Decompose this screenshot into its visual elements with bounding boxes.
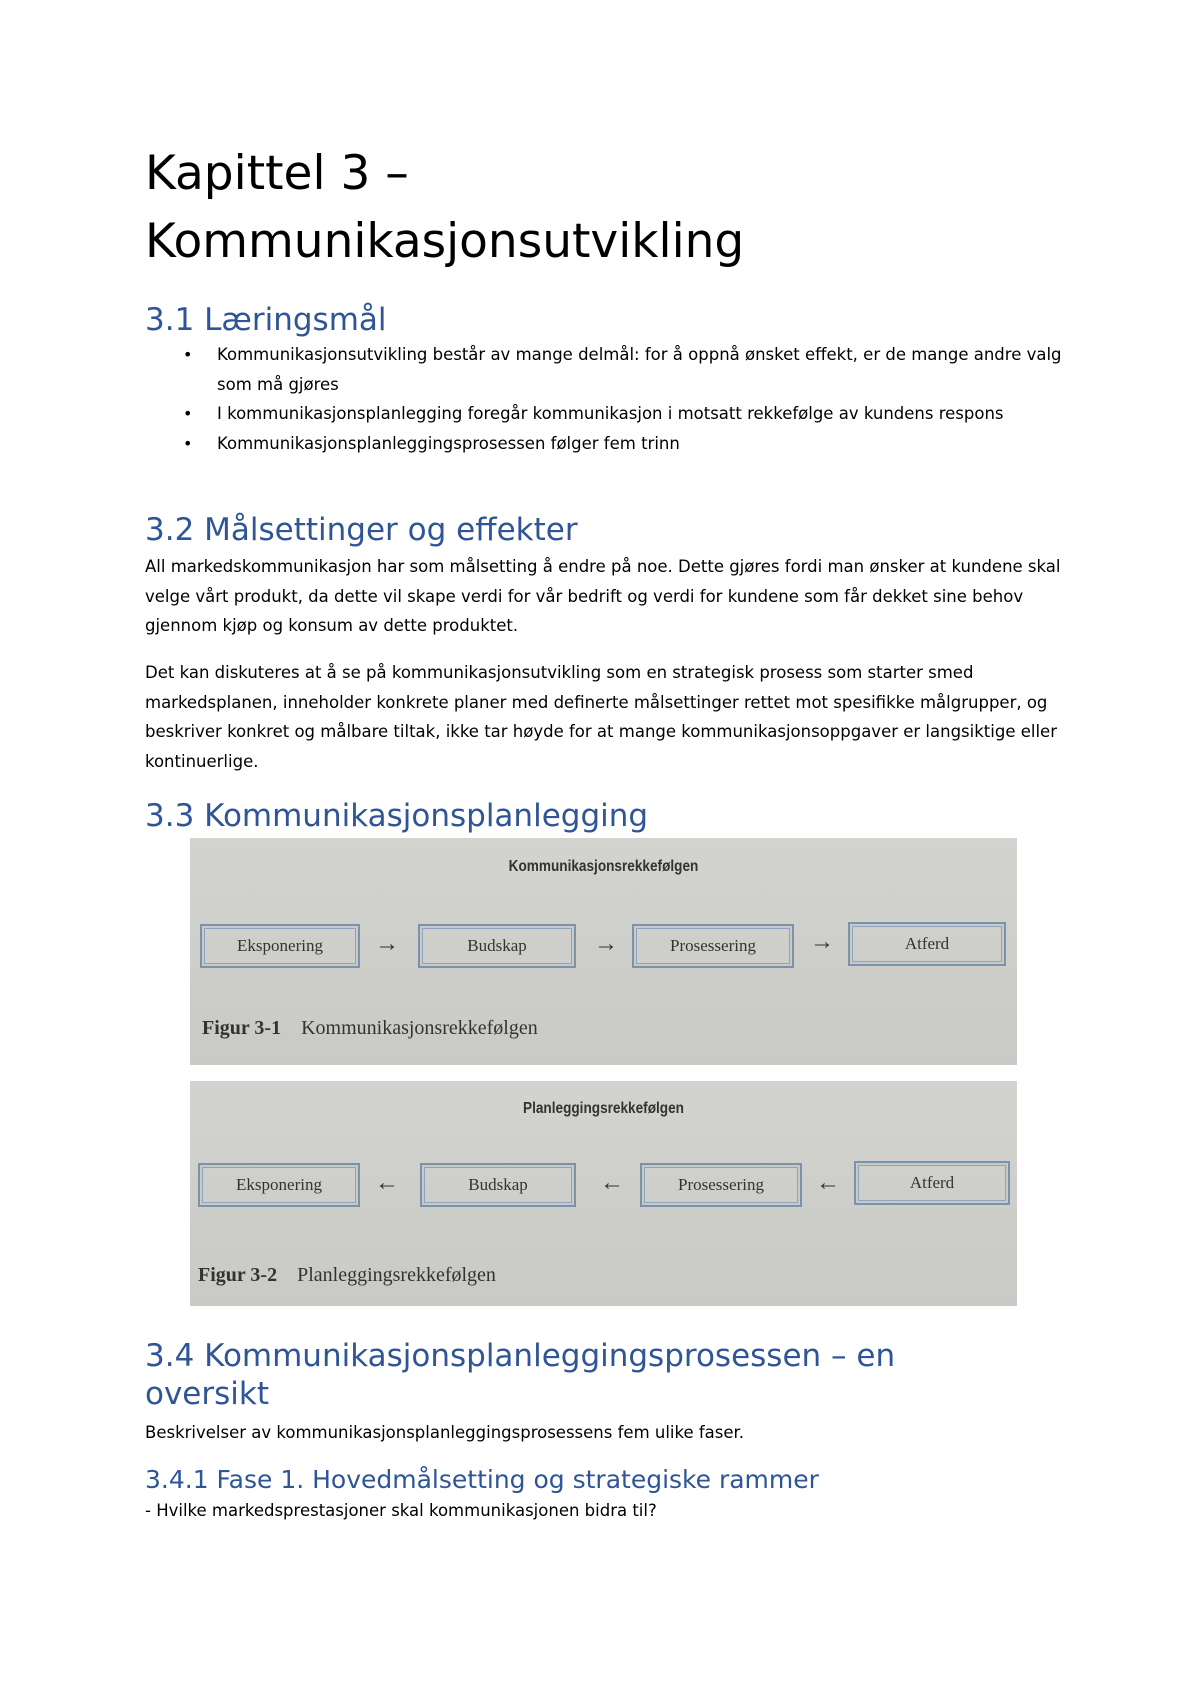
chapter-title-line2: Kommunikasjonsutvikling [145,214,745,269]
figure-caption-label: Figur 3-1 [202,1017,282,1039]
chapter-title-line1: Kapittel 3 – [145,146,409,201]
figure-caption [202,1017,538,1040]
section-3-2-paragraph-1: All markedskommunikasjon har som målsetting å endre på noe. Dette gjøres fordi man ønsker at kundene skal velge vårt produkt, da dette vil skape verdi for vår bedrift og verdi for kundene som får dekket sine behov gjennom kjøp og konsum av dette produktet. [145,557,1061,635]
list-item: • Kommunikasjonsplanleggingsprosessen følger fem trinn [145,429,1065,459]
flow-box-budskap: Budskap [418,924,576,968]
flow-box-prosessering: Prosessering [640,1163,802,1207]
section-3-4-heading: 3.4 Kommunikasjonsplanleggingsprosessen – en oversikt [145,1338,896,1412]
section-3-4-paragraph: Beskrivelser av kommunikasjonsplanleggingsprosessens fem ulike faser. [145,1423,745,1442]
section-3-4-1-heading: 3.4.1 Fase 1. Hovedmålsetting og strategiske rammer [145,1465,819,1494]
bullet-icon: • [183,345,193,364]
flow-box-eksponering: Eksponering [200,924,360,968]
arrow-left-icon: ← [816,1170,840,1196]
section-3-4-1-paragraph: - Hvilke markedsprestasjoner skal kommunikasjonen bidra til? [145,1501,657,1520]
figure-3-2-image [190,1081,1017,1306]
section-3-2-paragraph-2: Det kan diskuteres at å se på kommunikasjonsutvikling som en strategisk prosess som starter smed markedsplanen, inneholder konkrete planer med definerte målsettinger rettet mot spesifikke målgrupper, og beskriver konkret og målbare tiltak, ikke tar høyde for at mange kommunikasjonsoppgaver er langsiktige eller kontinuerlige. [145,663,1057,771]
figure-title: Kommunikasjonsrekkefølgen [508,858,699,875]
learning-goals-list [145,340,1065,458]
section-3-1-heading: 3.1 Læringsmål [145,302,387,338]
arrow-left-icon: ← [600,1170,624,1196]
chapter-title [145,140,744,276]
figure-3-1-image [190,838,1017,1065]
section-3-3-heading: 3.3 Kommunikasjonsplanlegging [145,798,649,834]
arrow-right-icon: → [375,931,399,957]
figure-caption [198,1264,496,1287]
figure-caption-text: Planleggingsrekkefølgen [297,1264,496,1286]
flow-box-eksponering: Eksponering [198,1163,360,1207]
section-3-2-heading: 3.2 Målsettinger og effekter [145,512,578,548]
bullet-icon: • [183,433,193,453]
flow-box-budskap: Budskap [420,1163,576,1207]
flow-box-prosessering: Prosessering [632,924,794,968]
figure-title: Planleggingsrekkefølgen [523,1100,684,1117]
flow-box-atferd: Atferd [854,1161,1010,1205]
arrow-right-icon: → [810,929,834,955]
arrow-right-icon: → [594,931,618,957]
list-item: • I kommunikasjonsplanlegging foregår kommunikasjon i motsatt rekkefølge av kundens respons [145,399,1065,429]
flow-box-atferd: Atferd [848,922,1006,966]
bullet-icon: • [183,404,193,423]
arrow-left-icon: ← [375,1170,399,1196]
list-item: • Kommunikasjonsutvikling består av mange delmål: for å oppnå ønsket effekt, er de mange andre valg som må gjøres [145,340,1065,399]
figure-caption-label: Figur 3-2 [198,1264,278,1286]
figure-caption-text: Kommunikasjonsrekkefølgen [301,1017,538,1039]
